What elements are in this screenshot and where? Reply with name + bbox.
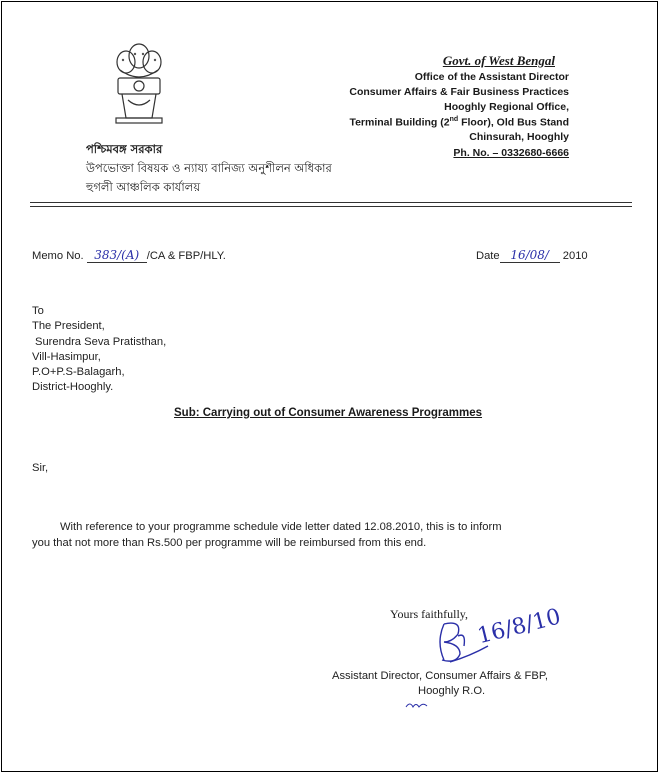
state-emblem-icon [108,40,170,132]
signatory-office: Hooghly R.O. [418,685,486,697]
date-label: Date [476,250,500,262]
memo-number: 383/(A) [94,248,140,262]
office-line: Chinsurah, Hooghly [469,131,569,143]
memo-label: Memo No. [32,250,84,262]
address-line: District-Hooghly. [32,381,114,393]
address-line: The President, [32,320,105,332]
address-line: P.O+P.S-Balagarh, [32,366,125,378]
govt-title: Govt. of West Bengal [442,53,555,68]
header-divider [30,206,632,207]
signature-date: 16/8/10 [475,604,564,650]
address-line: Surendra Seva Pratisthan, [35,336,167,348]
office-line: Consumer Affairs & Fair Business Practices [349,86,569,98]
office-line: Office of the Assistant Director [414,71,569,83]
initials-mark-icon [404,700,430,710]
body-paragraph-line: With reference to your programme schedule vide letter dated 12.08.2010, this is to inform [60,521,502,533]
body-paragraph-line: you that not more than Rs.500 per programme will be reimbursed from this end. [32,537,427,549]
subject-line: Sub: Carrying out of Consumer Awareness Programmes [174,407,483,419]
salutation: Sir, [32,462,49,474]
bengali-office-line: উপভোক্তা বিষয়ক ও ন্যায্য বানিজ্য অনুশীলন অধিকার [86,161,332,175]
closing: Yours faithfully, [390,607,469,621]
memo-suffix: /CA & FBP/HLY. [146,250,226,262]
memo-line [32,248,226,263]
bengali-region-line: হুগলী আঞ্চলিক কার্যালয় [86,180,201,194]
signatory-title: Assistant Director, Consumer Affairs & FBP, [332,670,548,682]
header-divider [30,202,632,203]
bengali-govt-line: পশ্চিমবঙ্গ সরকার [86,142,163,156]
date-value: 16/08/ [510,248,549,262]
address-line: Vill-Hasimpur, [32,351,101,363]
date-line [476,248,588,263]
phone-number: Ph. No. – 0332680-6666 [453,147,569,159]
office-line: Terminal Building (2nd Floor), Old Bus Stand [349,116,569,129]
address-line: To [32,305,44,317]
date-year: 2010 [562,250,588,262]
office-line: Hooghly Regional Office, [444,101,569,113]
